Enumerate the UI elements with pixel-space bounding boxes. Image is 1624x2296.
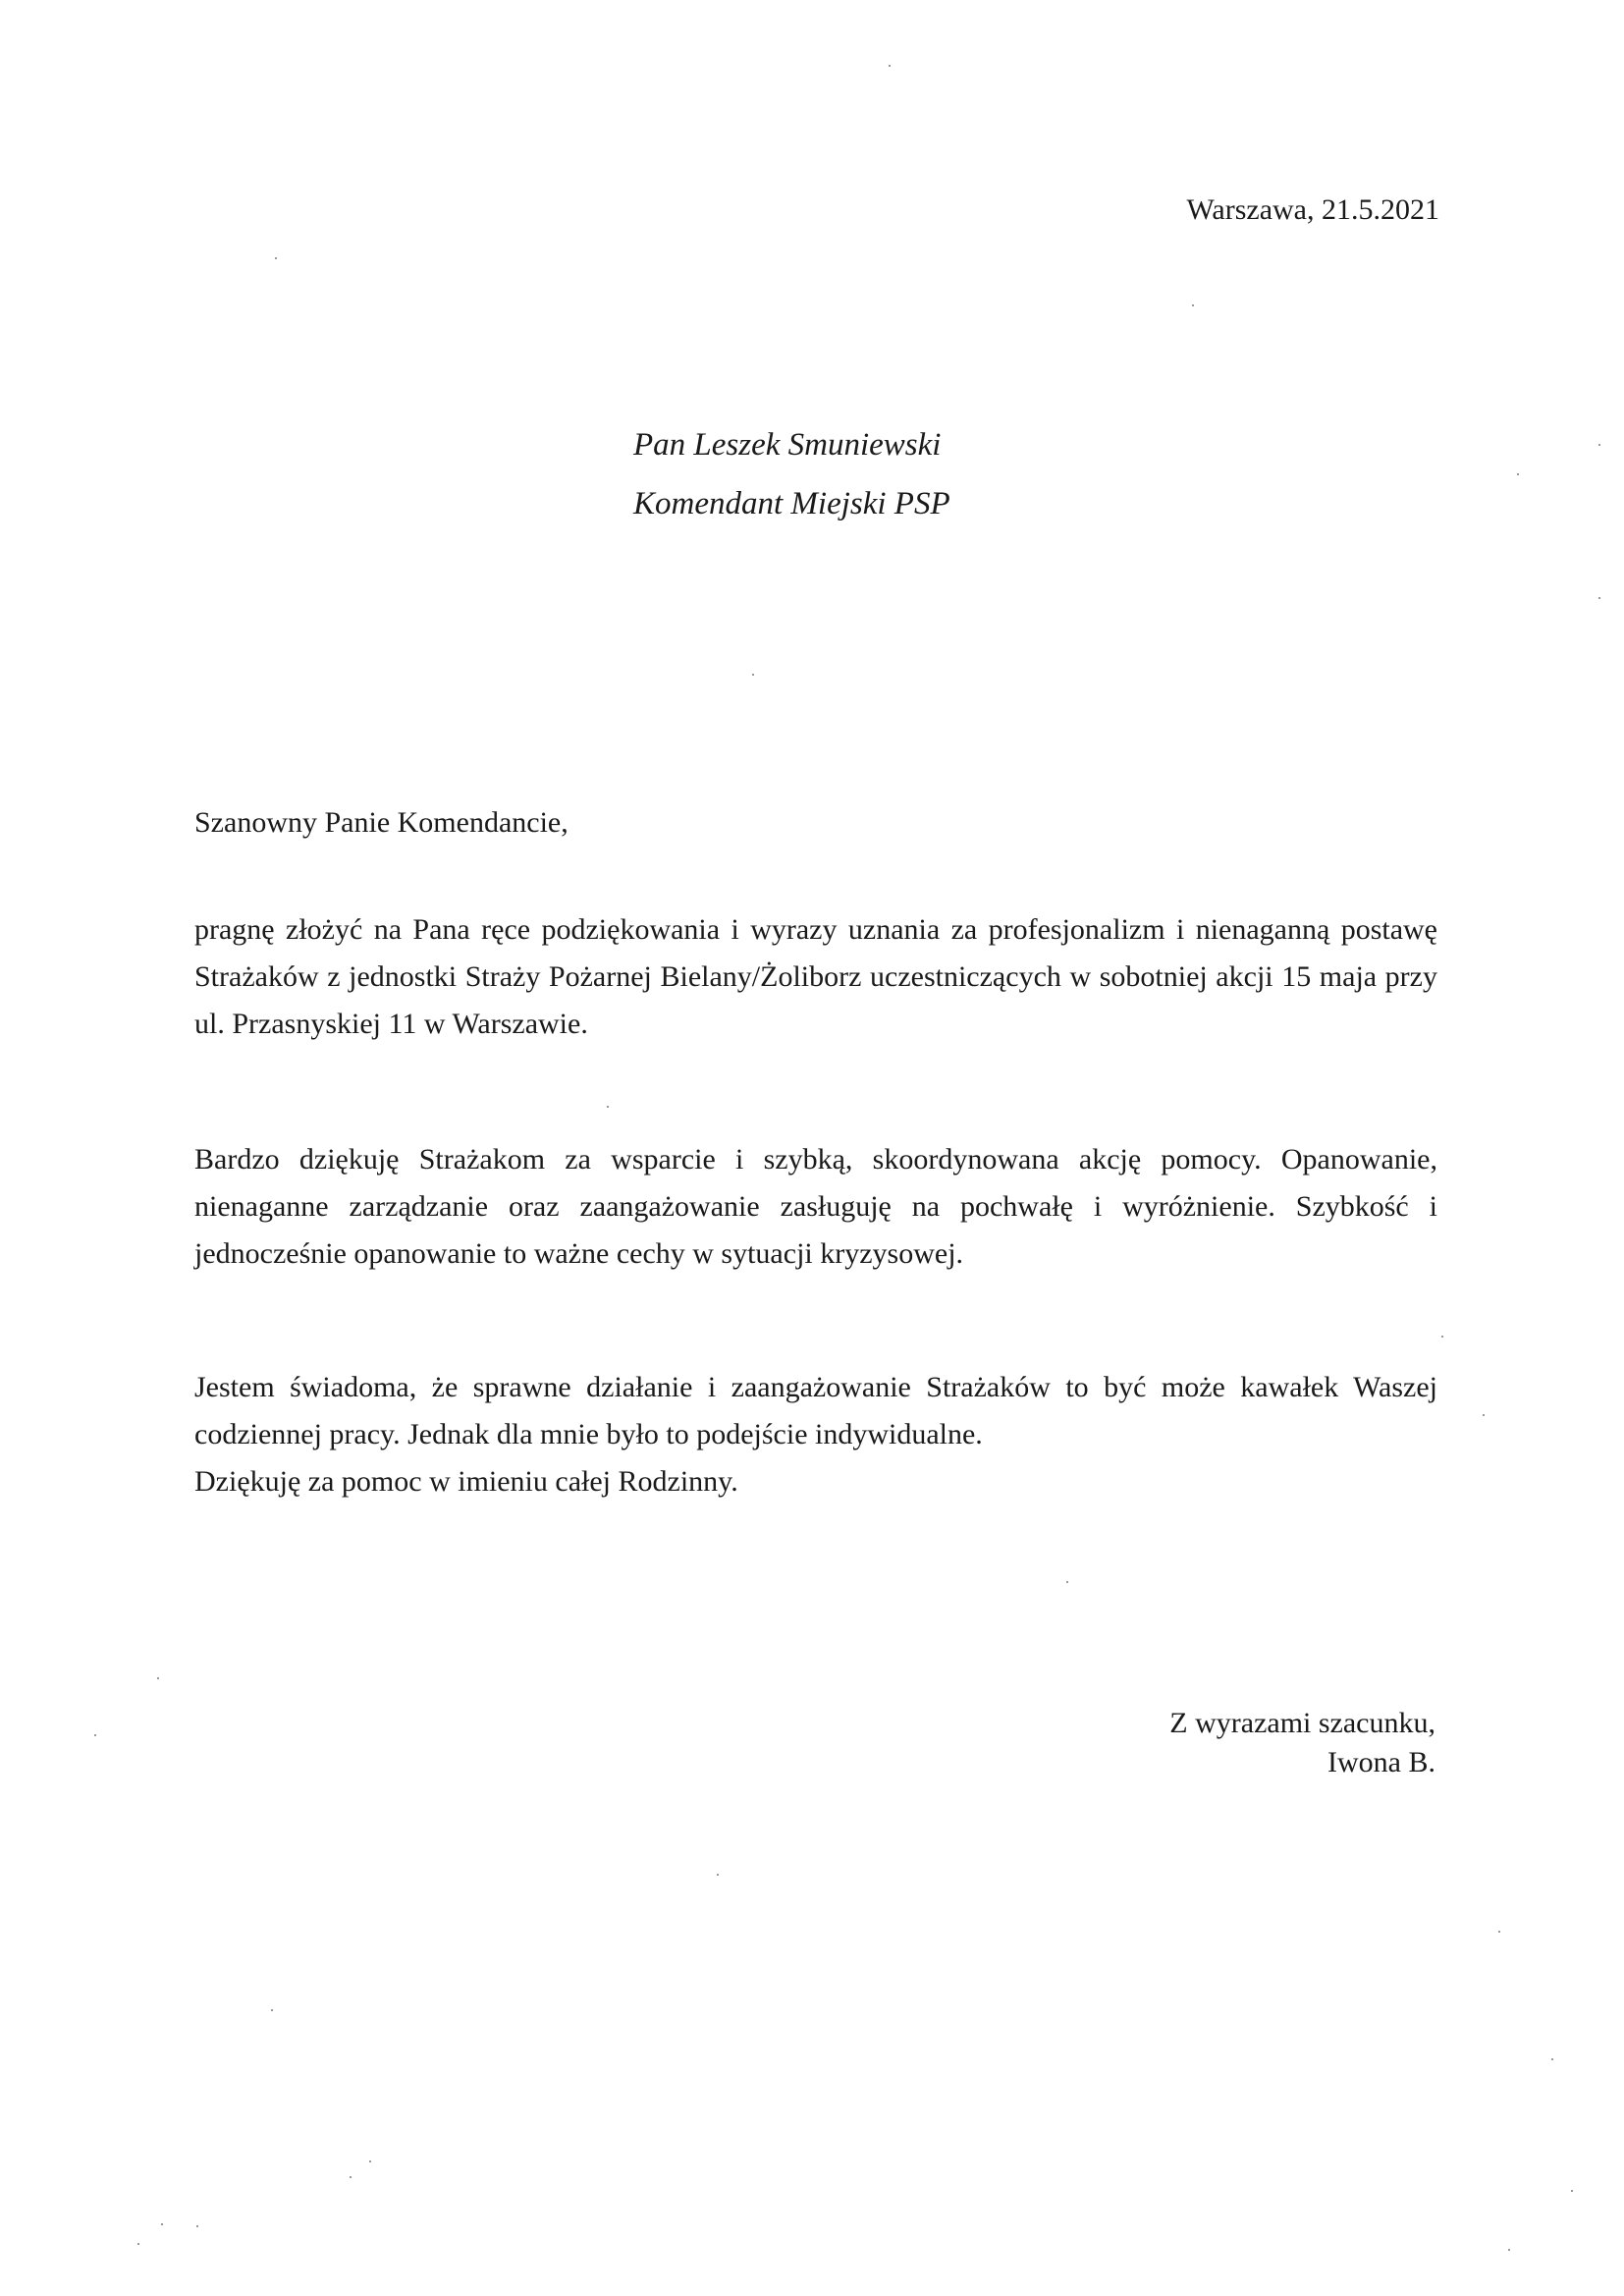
scan-speck bbox=[161, 2223, 163, 2225]
scan-speck bbox=[1517, 473, 1519, 475]
signoff-block bbox=[1169, 1704, 1435, 1782]
scan-speck bbox=[1066, 1581, 1068, 1583]
signature-name: Iwona B. bbox=[1327, 1746, 1435, 1778]
scan-speck bbox=[369, 2160, 371, 2162]
scan-speck bbox=[607, 1106, 609, 1108]
scan-speck bbox=[752, 674, 754, 676]
paragraph-block-1 bbox=[194, 906, 1437, 1048]
scan-speck bbox=[1498, 1931, 1500, 1933]
scan-speck bbox=[889, 65, 891, 67]
scan-speck bbox=[717, 1874, 719, 1876]
paragraph: Bardzo dziękuję Strażakom za wsparcie i szybką, skoordynowana akcję pomocy. Opanowanie, nienaganne zarządzanie oraz zaangażowanie zasługuję na pochwałę i wyróżnienie. Szybkość i jednocześnie opanowanie to ważne cechy w sytuacji kryzysowej. bbox=[194, 1143, 1437, 1270]
scan-speck bbox=[1571, 2190, 1573, 2192]
recipient-block bbox=[633, 415, 950, 533]
paragraph-block-3 bbox=[194, 1364, 1437, 1505]
scan-speck bbox=[1441, 1336, 1443, 1338]
paragraph: pragnę złożyć na Pana ręce podziękowania i wyrazy uznania za profesjonalizm i nienaganną postawę Strażaków z jednostki Straży Pożarnej Bielany/Żoliborz uczestniczących w sobotniej akcji 15 maja przy ul. Przasnyskiej 11 w Warszawie. bbox=[194, 913, 1437, 1040]
scan-speck bbox=[1598, 444, 1600, 446]
scan-speck bbox=[1551, 2058, 1553, 2060]
paragraph: Dziękuję za pomoc w imieniu całej Rodzinny. bbox=[194, 1465, 738, 1498]
scan-speck bbox=[94, 1734, 96, 1736]
paragraph: Jestem świadoma, że sprawne działanie i zaangażowanie Strażaków to być może kawałek Waszej codziennej pracy. Jednak dla mnie było to podejście indywidualne. bbox=[194, 1371, 1437, 1450]
scan-speck bbox=[271, 2009, 273, 2011]
scan-speck bbox=[1598, 597, 1600, 599]
letter-date: Warszawa, 21.5.2021 bbox=[1186, 193, 1439, 226]
paragraph-block-2 bbox=[194, 1136, 1437, 1278]
scan-speck bbox=[157, 1677, 159, 1679]
scan-speck bbox=[275, 257, 277, 259]
closing-line: Z wyrazami szacunku, bbox=[1169, 1707, 1435, 1739]
scan-speck bbox=[1192, 304, 1194, 306]
scan-speck bbox=[196, 2225, 198, 2227]
scan-speck bbox=[137, 2243, 139, 2245]
scan-speck bbox=[350, 2176, 352, 2178]
scan-speck bbox=[1508, 2249, 1510, 2251]
scan-speck bbox=[1483, 1414, 1485, 1416]
recipient-name: Pan Leszek Smuniewski bbox=[633, 427, 942, 463]
recipient-title: Komendant Miejski PSP bbox=[633, 486, 950, 521]
salutation: Szanowny Panie Komendancie, bbox=[194, 806, 568, 839]
